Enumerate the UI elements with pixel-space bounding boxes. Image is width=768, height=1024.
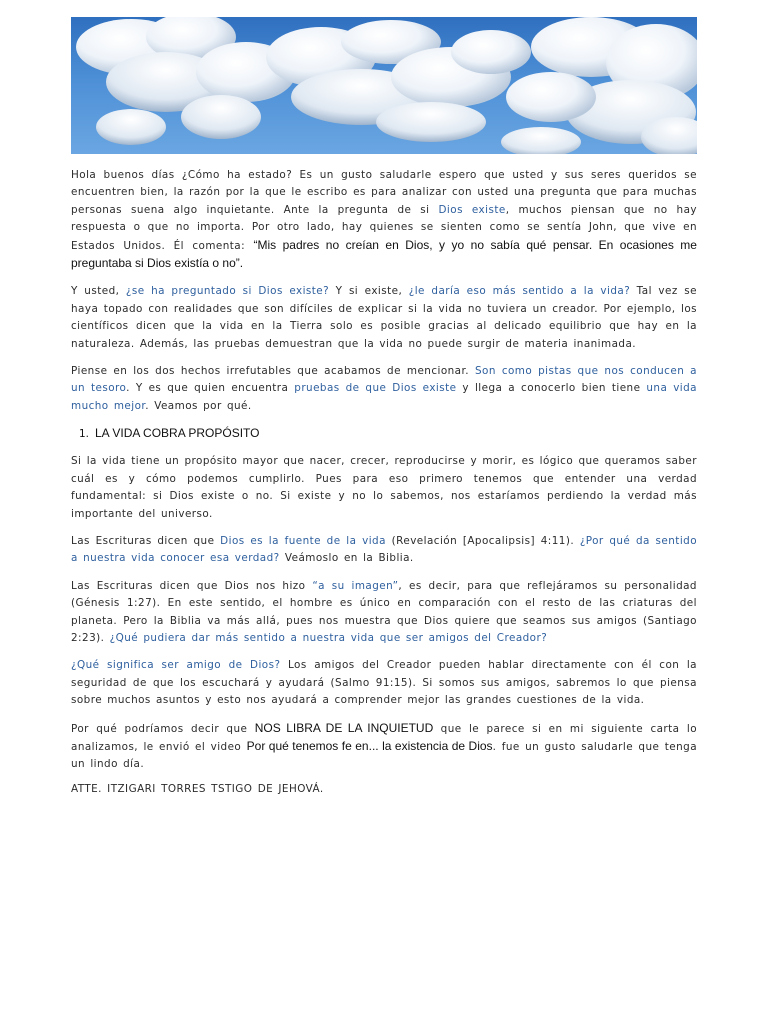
- link-mas-sentido[interactable]: ¿le daría eso más sentido a la vida?: [408, 285, 631, 298]
- link-pruebas-dios[interactable]: pruebas de que Dios existe: [294, 382, 457, 395]
- link-amigos-creador[interactable]: ¿Qué pudiera dar más sentido a nuestra vida que ser amigos del Creador?: [109, 631, 548, 644]
- paragraph-escrituras: Las Escrituras dicen que Dios es la fuente de la vida (Revelación [Apocalipsis] 4:11). ¿Por qué da sentido a nuestra vida conocer esa verdad? Veámoslo en la Biblia.: [71, 534, 698, 565]
- link-se-ha-preguntado[interactable]: ¿se ha preguntado si Dios existe?: [125, 285, 330, 298]
- section-heading-text: LA VIDA COBRA PROPÓSITO: [95, 426, 260, 441]
- link-fuente-vida[interactable]: Dios es la fuente de la vida: [220, 534, 386, 547]
- paragraph-greeting: Hola buenos días ¿Cómo ha estado? Es un gusto saludarle espero que usted y sus seres queridos se encuentren bien, la razón por la que le escribo es para analizar con usted una pregunta que para muchas personas suena algo inquietante. Ante la pregunta de si Dios existe, muchos piensan que no hay respuesta o que no importa. Por otro lado, hay quienes se sienten como se sentía John, que vive en Estados Unidos. Él comenta: “Mis padres no creían en Dios, y yo no sabía qué pensar. En ocasiones me preguntaba si Dios existía o no”.: [71, 169, 697, 271]
- link-amigo-dios[interactable]: ¿Qué significa ser amigo de Dios?: [71, 659, 281, 672]
- john-quote: “Mis padres no creían en Dios, y yo no sabía qué pensar. En ocasiones me preguntaba si Dios existía o no”.: [71, 237, 697, 271]
- video-title: Por qué tenemos fe en... la existencia de Dios: [246, 738, 493, 753]
- link-dios-existe[interactable]: Dios existe: [438, 203, 506, 216]
- list-number: 1.: [79, 428, 89, 441]
- link-por-que-sentido[interactable]: ¿Por qué da sentido a nuestra vida conocer esa verdad?: [71, 534, 698, 565]
- paragraph-closing: Por qué podríamos decir que NOS LIBRA DE LA INQUIETUD que le parece si en mi siguiente carta lo analizamos, le envió el video Por qué tenemos fe en... la existencia de Dios. fue un gusto saludarle que tenga un lindo día.: [71, 720, 698, 771]
- highlight-inquietud: NOS LIBRA DE LA INQUIETUD: [254, 720, 434, 735]
- link-a-su-imagen[interactable]: “a su imagen”: [312, 579, 399, 592]
- paragraph-pistas: Piense en los dos hechos irrefutables que acabamos de mencionar. Son como pistas que nos conducen a un tesoro. Y es que quien encuentra pruebas de que Dios existe y llega a conocerlo bien tiene una vida mucho mejor. Veamos por qué.: [71, 365, 698, 412]
- sky-clouds-image: [71, 17, 697, 154]
- section-heading: [79, 425, 697, 442]
- paragraph-proposito: Si la vida tiene un propósito mayor que nacer, crecer, reproducirse y morir, es lógico que queramos saber cuál es y cómo podemos cumplirlo. Pues para eso primero tenemos que entender una verdad fundamental: si Dios existe o no. Si existe y no lo sabemos, nos estaríamos perdiendo la verdad más importante del universo.: [71, 455, 697, 520]
- letter-body: [71, 167, 697, 784]
- link-pistas-tesoro[interactable]: Son como pistas que nos conducen a un tesoro: [71, 365, 698, 395]
- link-vida-mejor[interactable]: una vida mucho mejor: [71, 382, 697, 412]
- paragraph-amigo: ¿Qué significa ser amigo de Dios? Los amigos del Creador pueden hablar directamente con él con la seguridad de que los escuchará y ayudará (Salmo 91:15). Si somos sus amigos, sabremos lo que piensa sobre muchos asuntos y esto nos ayudará a comprender mejor las grandes cuestiones de la vida.: [71, 659, 697, 707]
- paragraph-questions: Y usted, ¿se ha preguntado si Dios existe? Y si existe, ¿le daría eso más sentido a la vida? Tal vez se haya topado con realidades que son difíciles de explicar si la vida no tuviera un creador. Por ejemplo, los científicos dicen que la vida en la Tierra solo es posible gracias al delicado equilibrio que hay en la naturaleza. Además, las pruebas demuestran que la vida no puede surgir de materia inanimada.: [71, 285, 697, 350]
- signature: ATTE. ITZIGARI TORRES TSTIGO DE JEHOVÁ.: [71, 783, 324, 795]
- paragraph-imagen: Las Escrituras dicen que Dios nos hizo “a su imagen”, es decir, para que reflejáramos su personalidad (Génesis 1:27). En este sentido, el hombre es único en comparación con el resto de las criaturas del planeta. Pero la Biblia va más allá, pues nos muestra que Dios quiere que seamos sus amigos (Santiago 2:23). ¿Qué pudiera dar más sentido a nuestra vida que ser amigos del Creador?: [71, 579, 697, 644]
- clouds-illustration: [71, 17, 697, 154]
